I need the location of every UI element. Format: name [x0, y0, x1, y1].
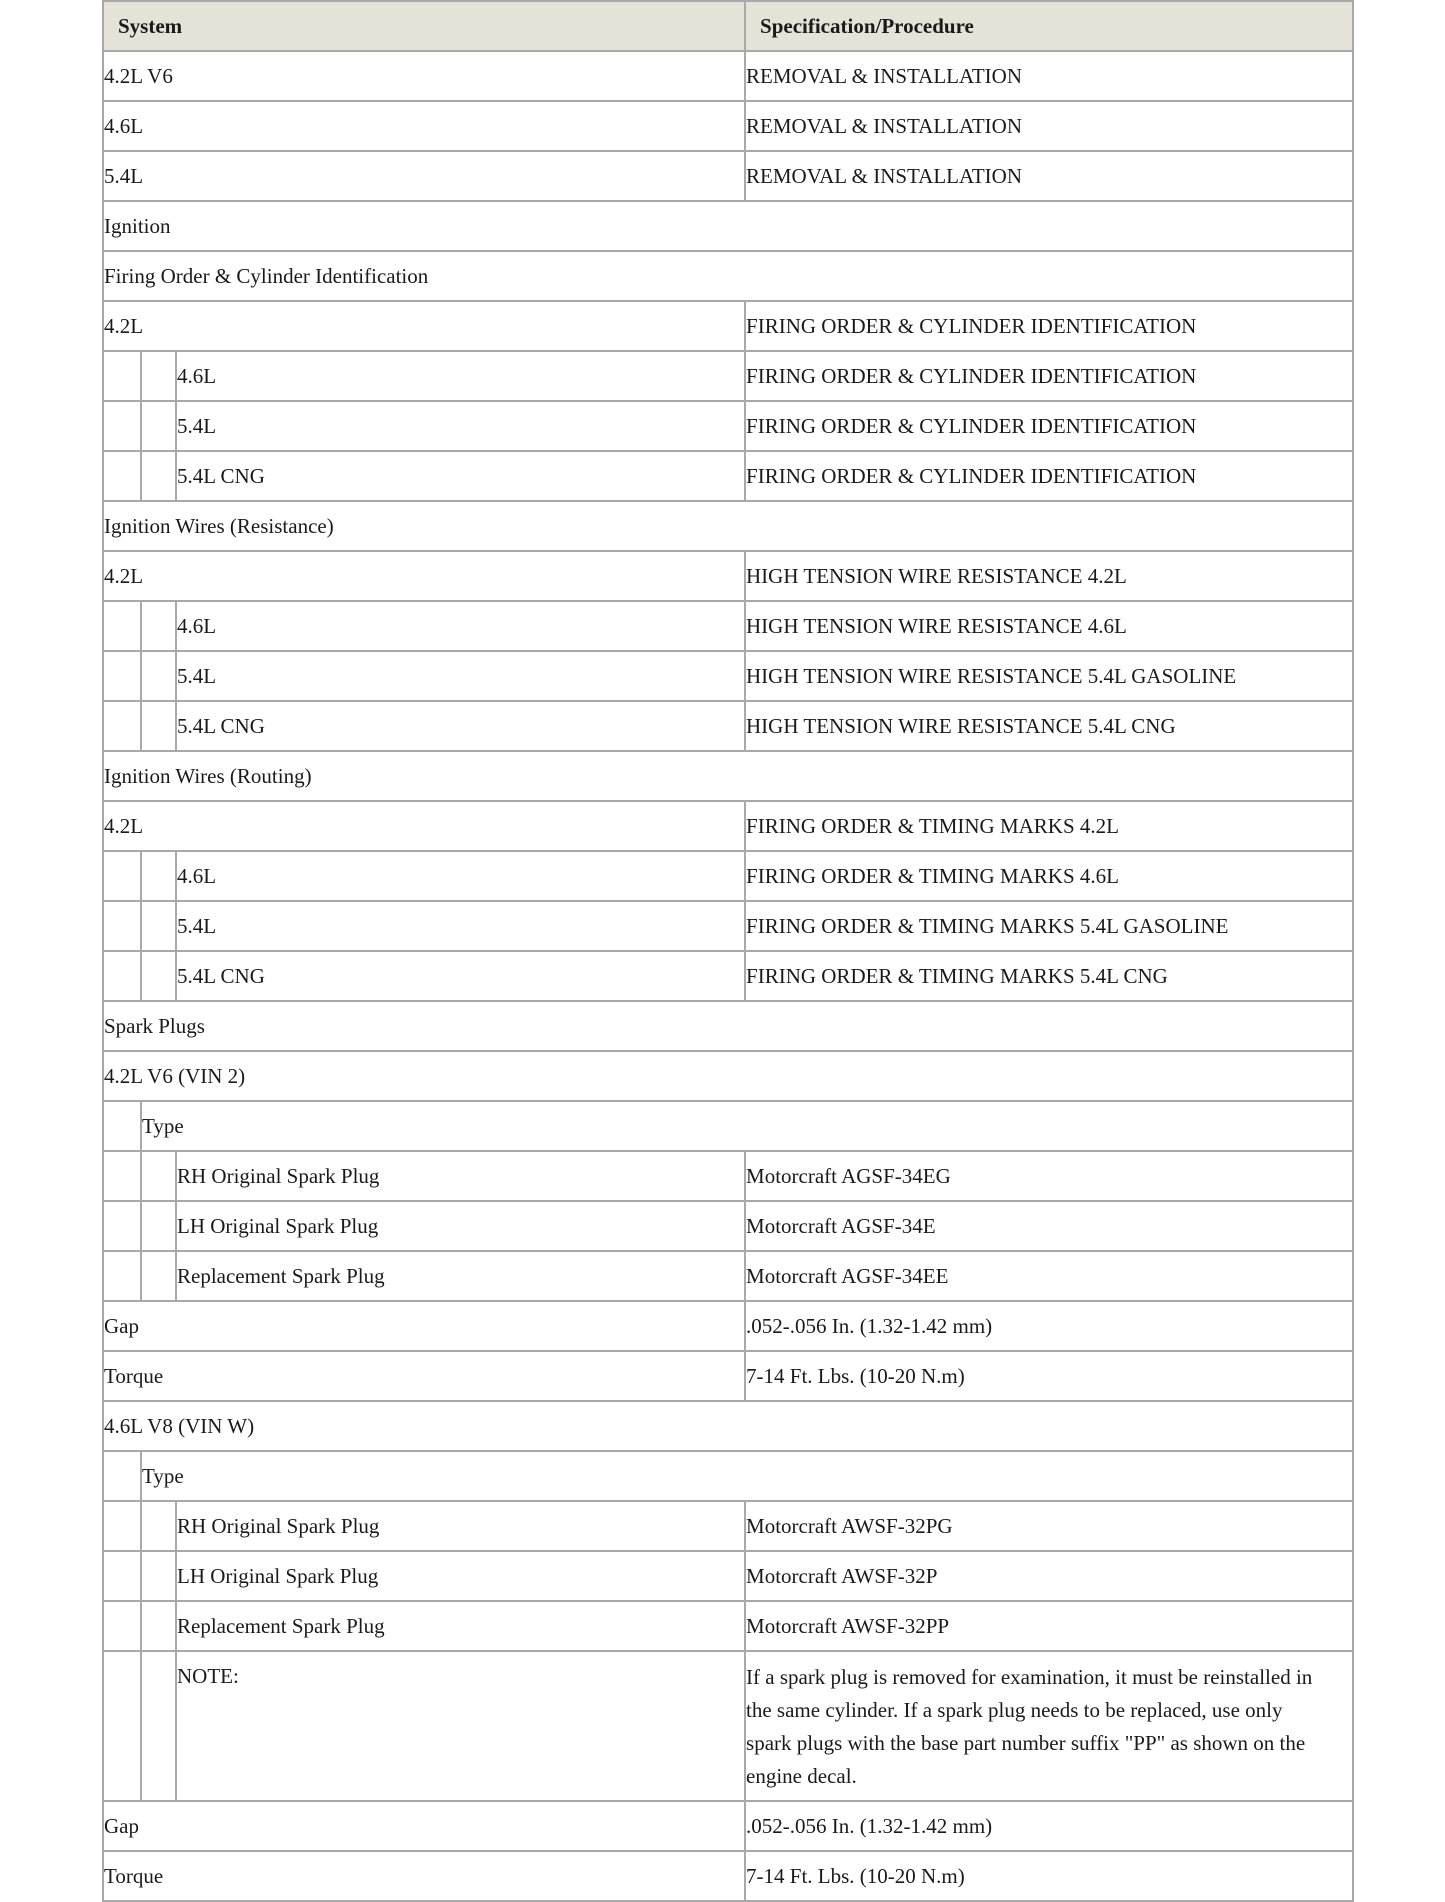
table-row	[103, 351, 1353, 401]
table-row	[103, 1301, 1353, 1351]
indent-cell	[103, 1101, 141, 1151]
subsection-cell: 4.2L V6 (VIN 2)	[103, 1051, 1353, 1101]
indent-cell	[103, 1601, 141, 1651]
subsection-cell: Firing Order & Cylinder Identification	[103, 251, 1353, 301]
indent-cell	[141, 1151, 176, 1201]
indent-cell	[103, 951, 141, 1001]
system-cell: RH Original Spark Plug	[176, 1151, 745, 1201]
system-cell: 5.4L	[103, 151, 745, 201]
table-row	[103, 451, 1353, 501]
system-cell: 4.6L	[176, 851, 745, 901]
spec-cell: FIRING ORDER & CYLINDER IDENTIFICATION	[745, 301, 1353, 351]
table-row	[103, 51, 1353, 101]
spec-table	[102, 0, 1354, 1902]
table-row	[103, 1801, 1353, 1851]
indent-cell	[141, 1651, 176, 1801]
system-cell: 4.2L	[103, 301, 745, 351]
system-cell: 4.6L	[176, 601, 745, 651]
system-cell: 4.6L	[176, 351, 745, 401]
system-cell: 5.4L CNG	[176, 951, 745, 1001]
indent-cell	[103, 1251, 141, 1301]
subsection-row	[103, 751, 1353, 801]
indent-cell	[103, 1151, 141, 1201]
system-cell: 5.4L	[176, 901, 745, 951]
system-cell: 4.2L	[103, 551, 745, 601]
indent-cell	[103, 1501, 141, 1551]
spec-cell: 7-14 Ft. Lbs. (10-20 N.m)	[745, 1351, 1353, 1401]
subsection-cell: Ignition Wires (Resistance)	[103, 501, 1353, 551]
spec-cell: 7-14 Ft. Lbs. (10-20 N.m)	[745, 1851, 1353, 1901]
system-cell: Torque	[103, 1351, 745, 1401]
indent-cell	[141, 1251, 176, 1301]
indent-cell	[141, 901, 176, 951]
indent-cell	[103, 1201, 141, 1251]
spec-cell: .052-.056 In. (1.32-1.42 mm)	[745, 1301, 1353, 1351]
spec-cell: Motorcraft AGSF-34EE	[745, 1251, 1353, 1301]
indent-cell	[103, 851, 141, 901]
section-cell: Ignition	[103, 201, 1353, 251]
subsection-row	[103, 501, 1353, 551]
spec-cell: FIRING ORDER & TIMING MARKS 4.2L	[745, 801, 1353, 851]
system-cell: 5.4L CNG	[176, 451, 745, 501]
spec-cell: Motorcraft AWSF-32PP	[745, 1601, 1353, 1651]
table-row	[103, 651, 1353, 701]
note-label-cell: NOTE:	[176, 1651, 745, 1801]
subsection-cell: Ignition Wires (Routing)	[103, 751, 1353, 801]
table-row	[103, 801, 1353, 851]
system-cell: 4.2L	[103, 801, 745, 851]
spec-cell: HIGH TENSION WIRE RESISTANCE 5.4L GASOLINE	[745, 651, 1353, 701]
system-cell: Gap	[103, 1301, 745, 1351]
note-text-cell	[745, 1651, 1353, 1801]
note-text: If a spark plug is removed for examination, it must be reinstalled in the same cylinder. If a spark plug needs to be replaced, use only spark plugs with the base part number suffix "PP" as shown on the engine decal.	[746, 1665, 1313, 1788]
spec-cell: Motorcraft AWSF-32P	[745, 1551, 1353, 1601]
indent-cell	[141, 1601, 176, 1651]
indent-cell	[103, 401, 141, 451]
indent-cell	[103, 651, 141, 701]
table-header-row	[103, 1, 1353, 51]
spec-cell: .052-.056 In. (1.32-1.42 mm)	[745, 1801, 1353, 1851]
subsection-row	[103, 1051, 1353, 1101]
table-row	[103, 401, 1353, 451]
indent-cell	[103, 351, 141, 401]
table-row	[103, 851, 1353, 901]
indent-cell	[103, 901, 141, 951]
system-cell: Gap	[103, 1801, 745, 1851]
spec-cell: Motorcraft AGSF-34E	[745, 1201, 1353, 1251]
spec-cell: FIRING ORDER & CYLINDER IDENTIFICATION	[745, 401, 1353, 451]
type-row	[103, 1101, 1353, 1151]
system-cell: 5.4L	[176, 401, 745, 451]
indent-cell	[103, 451, 141, 501]
spec-cell: FIRING ORDER & TIMING MARKS 5.4L CNG	[745, 951, 1353, 1001]
table-row	[103, 1501, 1353, 1551]
indent-cell	[103, 701, 141, 751]
type-cell: Type	[141, 1451, 1353, 1501]
subsection-row	[103, 251, 1353, 301]
system-cell: 5.4L	[176, 651, 745, 701]
table-row	[103, 901, 1353, 951]
spec-cell: FIRING ORDER & TIMING MARKS 5.4L GASOLINE	[745, 901, 1353, 951]
spec-cell: REMOVAL & INSTALLATION	[745, 151, 1353, 201]
spec-cell: FIRING ORDER & TIMING MARKS 4.6L	[745, 851, 1353, 901]
system-cell: LH Original Spark Plug	[176, 1201, 745, 1251]
indent-cell	[141, 601, 176, 651]
spec-cell: HIGH TENSION WIRE RESISTANCE 5.4L CNG	[745, 701, 1353, 751]
spec-cell: HIGH TENSION WIRE RESISTANCE 4.6L	[745, 601, 1353, 651]
table-row	[103, 301, 1353, 351]
table-row	[103, 1601, 1353, 1651]
spec-column-header: Specification/Procedure	[745, 1, 1353, 51]
table-row	[103, 151, 1353, 201]
indent-cell	[141, 1501, 176, 1551]
section-row	[103, 1001, 1353, 1051]
table-row	[103, 1151, 1353, 1201]
system-cell: 4.2L V6	[103, 51, 745, 101]
system-cell: RH Original Spark Plug	[176, 1501, 745, 1551]
indent-cell	[141, 401, 176, 451]
table-row	[103, 1201, 1353, 1251]
spec-cell: FIRING ORDER & CYLINDER IDENTIFICATION	[745, 451, 1353, 501]
section-cell: Spark Plugs	[103, 1001, 1353, 1051]
system-cell: Torque	[103, 1851, 745, 1901]
indent-cell	[141, 701, 176, 751]
table-row	[103, 701, 1353, 751]
spec-cell: Motorcraft AGSF-34EG	[745, 1151, 1353, 1201]
indent-cell	[103, 601, 141, 651]
indent-cell	[141, 851, 176, 901]
indent-cell	[141, 1551, 176, 1601]
table-row	[103, 1851, 1353, 1901]
system-cell: LH Original Spark Plug	[176, 1551, 745, 1601]
spec-cell: Motorcraft AWSF-32PG	[745, 1501, 1353, 1551]
table-row	[103, 601, 1353, 651]
system-cell: 4.6L	[103, 101, 745, 151]
indent-cell	[141, 451, 176, 501]
table-row	[103, 1351, 1353, 1401]
section-row	[103, 201, 1353, 251]
indent-cell	[103, 1451, 141, 1501]
subsection-cell: 4.6L V8 (VIN W)	[103, 1401, 1353, 1451]
indent-cell	[141, 951, 176, 1001]
table-row	[103, 1251, 1353, 1301]
indent-cell	[141, 351, 176, 401]
subsection-row	[103, 1401, 1353, 1451]
note-row	[103, 1651, 1353, 1801]
spec-cell: REMOVAL & INSTALLATION	[745, 101, 1353, 151]
table-row	[103, 551, 1353, 601]
indent-cell	[103, 1651, 141, 1801]
table-row	[103, 1551, 1353, 1601]
spec-cell: HIGH TENSION WIRE RESISTANCE 4.2L	[745, 551, 1353, 601]
indent-cell	[103, 1551, 141, 1601]
table-row	[103, 101, 1353, 151]
system-cell: 5.4L CNG	[176, 701, 745, 751]
table-row	[103, 951, 1353, 1001]
indent-cell	[141, 1201, 176, 1251]
indent-cell	[141, 651, 176, 701]
type-row	[103, 1451, 1353, 1501]
spec-cell: FIRING ORDER & CYLINDER IDENTIFICATION	[745, 351, 1353, 401]
system-column-header: System	[103, 1, 745, 51]
system-cell: Replacement Spark Plug	[176, 1251, 745, 1301]
type-cell: Type	[141, 1101, 1353, 1151]
system-cell: Replacement Spark Plug	[176, 1601, 745, 1651]
spec-cell: REMOVAL & INSTALLATION	[745, 51, 1353, 101]
